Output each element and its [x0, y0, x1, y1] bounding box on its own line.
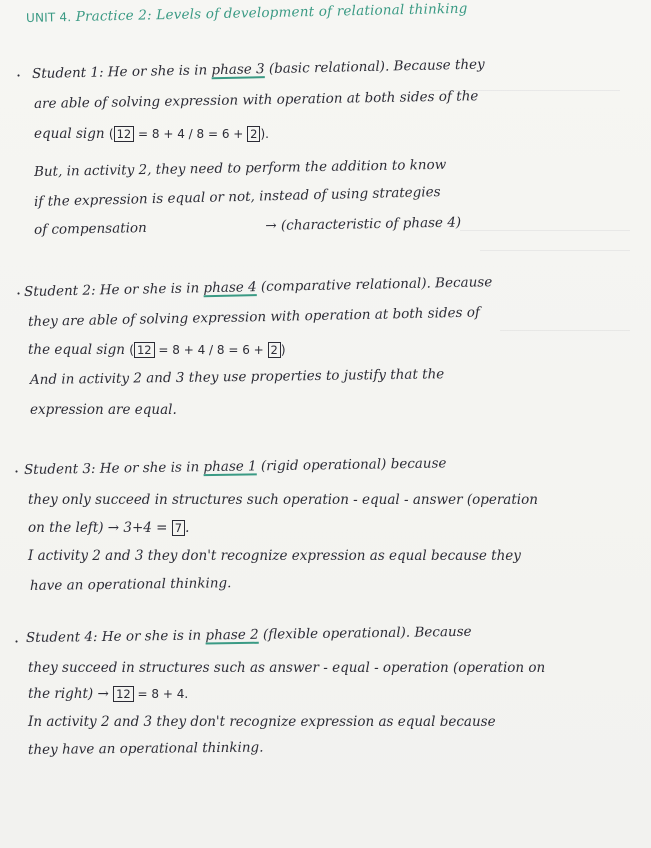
text: Student 3: He or she is in	[23, 459, 200, 478]
text: are able of solving expression with operation at both sides of the	[33, 88, 479, 112]
student1-line3	[34, 126, 269, 142]
student2-line1	[24, 274, 493, 300]
boxed-number: 12	[134, 342, 155, 358]
student1-line1	[32, 57, 485, 82]
title-text: Practice 2: Levels of development of relational thinking	[75, 0, 468, 25]
student3-line5	[30, 575, 232, 594]
text: expression are equal.	[30, 402, 177, 418]
text: Student 1: He or she is in	[31, 62, 208, 82]
student3-line2	[28, 492, 538, 508]
spacer	[151, 230, 261, 232]
student1-line6	[34, 215, 461, 238]
title-unit: UNIT 4.	[25, 10, 72, 25]
text: .	[185, 520, 190, 536]
phase-label: phase 3	[211, 61, 265, 79]
student3-line4	[28, 548, 521, 564]
text: (comparative relational). Because	[260, 274, 493, 296]
student1-line4	[34, 157, 446, 180]
student4-line1	[26, 624, 472, 646]
text: )	[280, 343, 286, 357]
boxed-number: 2	[247, 126, 260, 142]
text: → (characteristic of phase 4)	[265, 214, 462, 234]
text: ).	[260, 127, 269, 141]
bleed-through-line	[460, 230, 630, 231]
equation-text: = 8 + 4.	[133, 687, 189, 701]
equation-text: = 8 + 4 / 8 = 6 +	[134, 127, 248, 141]
text: (rigid operational) because	[260, 455, 447, 475]
text: they are able of solving expression with operation at both sides of	[27, 304, 481, 330]
text: Student 4: He or she is in	[25, 627, 202, 646]
bullet: ·	[16, 66, 22, 85]
text: they only succeed in structures such operation - equal - answer (operation	[28, 492, 538, 508]
bleed-through-line	[480, 250, 630, 251]
student2-line5	[30, 402, 177, 418]
bullet: ·	[14, 462, 20, 481]
text: if the expression is equal or not, instead of using strategies	[33, 184, 441, 210]
student4-line3	[28, 686, 188, 702]
page-title	[26, 1, 468, 26]
text: they have an operational thinking.	[27, 739, 264, 758]
student2-line4	[30, 366, 444, 388]
student3-line3	[28, 520, 189, 536]
text: on the left) → 3+4 =	[28, 520, 172, 536]
student1-line5	[34, 184, 441, 210]
text: And in activity 2 and 3 they use properties to justify that the	[29, 366, 445, 388]
student2-line3	[28, 342, 286, 358]
bleed-through-line	[500, 330, 630, 331]
text: I activity 2 and 3 they don't recognize expression as equal because they	[28, 548, 521, 564]
student4-line2	[28, 660, 545, 676]
student1-line2	[34, 88, 479, 112]
text: (basic relational). Because they	[268, 56, 485, 78]
phase-label: phase 4	[203, 279, 257, 297]
boxed-number: 2	[268, 342, 281, 358]
student3-line1	[24, 455, 447, 478]
equation-text: = 8 + 4 / 8 = 6 +	[154, 343, 268, 357]
phase-label: phase 1	[203, 458, 257, 476]
boxed-number: 12	[114, 126, 135, 142]
bullet: ·	[16, 284, 22, 303]
text: But, in activity 2, they need to perform the addition to know	[33, 156, 447, 180]
text: Student 2: He or she is in	[23, 280, 200, 300]
boxed-number: 12	[113, 686, 134, 702]
student2-line2	[28, 305, 480, 330]
text: In activity 2 and 3 they don't recognize expression as equal because	[28, 714, 496, 730]
student4-line5	[28, 740, 264, 758]
text: (	[129, 343, 134, 357]
text: the right) →	[28, 686, 114, 702]
text: (	[108, 127, 114, 141]
text: they succeed in structures such as answer - equal - operation (operation on	[28, 660, 546, 676]
text: of compensation	[33, 220, 147, 238]
text: (flexible operational). Because	[262, 623, 472, 643]
text: equal sign	[34, 126, 105, 142]
phase-label: phase 2	[205, 626, 259, 644]
boxed-number: 7	[172, 520, 185, 536]
student4-line4	[28, 714, 496, 730]
text: have an operational thinking.	[29, 575, 232, 594]
text: the equal sign	[28, 342, 125, 358]
bullet: ·	[14, 632, 20, 651]
